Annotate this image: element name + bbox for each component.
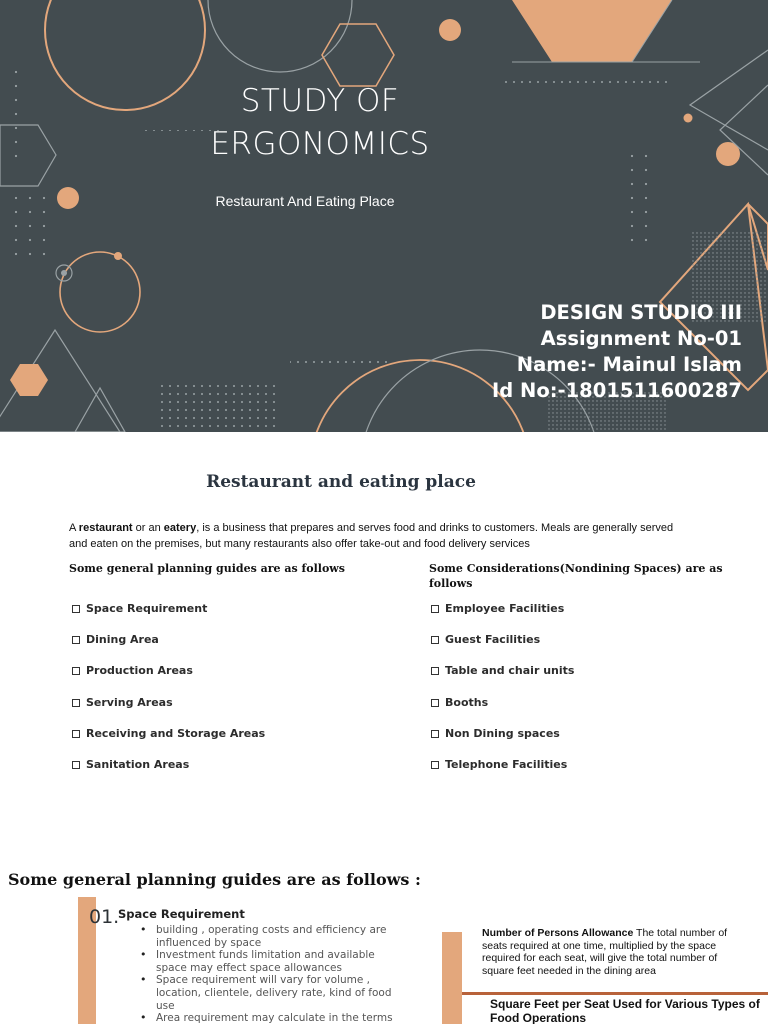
course-name: DESIGN STUDIO III (540, 301, 742, 324)
checkbox-bullet-icon (431, 605, 439, 613)
bullet-item: • Space requirement will vary for volume , location, clientele, delivery rate, kind of food use (140, 974, 400, 1012)
planning-guides-list (71, 602, 371, 789)
intro-text: or an (132, 522, 164, 534)
consideration-item (430, 664, 730, 695)
list-item-label: Sanitation Areas (86, 757, 190, 771)
bullet-item: • Area requirement may calculate in the terms (140, 1012, 400, 1024)
checkbox-bullet-icon (431, 636, 439, 644)
planning-guide-item (71, 758, 371, 789)
planning-guide-item (71, 602, 371, 633)
bullet-item: • building , operating costs and efficiency are influenced by space (140, 924, 400, 949)
section-heading: Space Requirement (118, 907, 245, 921)
cover-title-line-1: STUDY OF (240, 83, 400, 119)
student-id: Id No:-1801511600287 (492, 379, 742, 402)
deco-trapezoid (512, 0, 672, 62)
slide-title: Some general planning guides are as follows : (8, 870, 421, 889)
consideration-item (430, 602, 730, 633)
checkbox-bullet-icon (72, 667, 80, 675)
intro-paragraph (69, 520, 689, 552)
list-item-label: Space Requirement (86, 602, 208, 615)
consideration-item (430, 758, 730, 789)
checkbox-bullet-icon (431, 667, 439, 675)
list-item-label: Booths (445, 695, 489, 709)
list-item-label: Dining Area (86, 633, 159, 647)
assignment-number: Assignment No-01 (540, 327, 742, 350)
list-item-label: Telephone Facilities (445, 757, 568, 771)
persons-allowance-label: Number of Persons Allowance (482, 927, 634, 939)
intro-text: A (69, 522, 79, 534)
cover-slide (0, 0, 768, 432)
slide-title: Restaurant and eating place (206, 472, 476, 492)
cover-subtitle: Restaurant And Eating Place (215, 193, 395, 209)
list-item-label: Employee Facilities (445, 602, 565, 615)
planning-guide-item (71, 727, 371, 758)
considerations-heading: Some Considerations(Nondining Spaces) are as follows (429, 562, 723, 590)
intro-term-eatery: eatery (163, 522, 197, 534)
persons-allowance-paragraph (482, 927, 744, 977)
checkbox-bullet-icon (431, 730, 439, 738)
checkbox-bullet-icon (431, 761, 439, 769)
planning-guide-item (71, 633, 371, 664)
planning-guides-heading: Some general planning guides are as follows (69, 562, 345, 575)
consideration-item (430, 727, 730, 758)
bullet-item: • Investment funds limitation and available space may effect space allowances (140, 949, 400, 974)
section-number: 01. (89, 906, 120, 928)
sqft-table-heading: Square Feet per Seat Used for Various Types of Food Operations (490, 997, 760, 1024)
deco-hexagon-outline (322, 24, 394, 86)
cover-author-block (492, 300, 742, 404)
list-item-label: Guest Facilities (445, 633, 541, 647)
checkbox-bullet-icon (72, 730, 80, 738)
considerations-list (430, 602, 730, 789)
checkbox-bullet-icon (72, 699, 80, 707)
space-requirement-bullets (140, 924, 400, 1024)
checkbox-bullet-icon (72, 605, 80, 613)
slide-space-requirement (0, 852, 768, 1024)
cover-title (160, 80, 480, 166)
cover-title-line-2: ERGONOMICS (210, 126, 430, 162)
checkbox-bullet-icon (72, 636, 80, 644)
intro-term-restaurant: restaurant (78, 522, 133, 534)
checkbox-bullet-icon (72, 761, 80, 769)
accent-bar (442, 932, 462, 1024)
list-item-label: Production Areas (86, 664, 193, 678)
student-name: Name:- Mainul Islam (516, 353, 742, 376)
consideration-item (430, 633, 730, 664)
planning-guide-item (71, 664, 371, 695)
slide-restaurant-overview (0, 432, 768, 852)
intro-text: , is a business that prepares and serves food and drinks to customers. Meals are generally served and eaten on the premises, but many restaurants also offer take-out and food delivery services (69, 522, 674, 550)
list-item-label: Non Dining spaces (445, 726, 560, 740)
list-item-label: Receiving and Storage Areas (86, 726, 266, 740)
checkbox-bullet-icon (431, 699, 439, 707)
persons-allowance-text: The total number of seats required at one time, multiplied by the space required for each seat, will give the total number of square feet needed in the dining area (482, 927, 728, 977)
consideration-item (430, 696, 730, 727)
list-item-label: Table and chair units (445, 664, 575, 678)
divider-rule (462, 992, 768, 995)
planning-guide-item (71, 696, 371, 727)
list-item-label: Serving Areas (86, 695, 173, 709)
